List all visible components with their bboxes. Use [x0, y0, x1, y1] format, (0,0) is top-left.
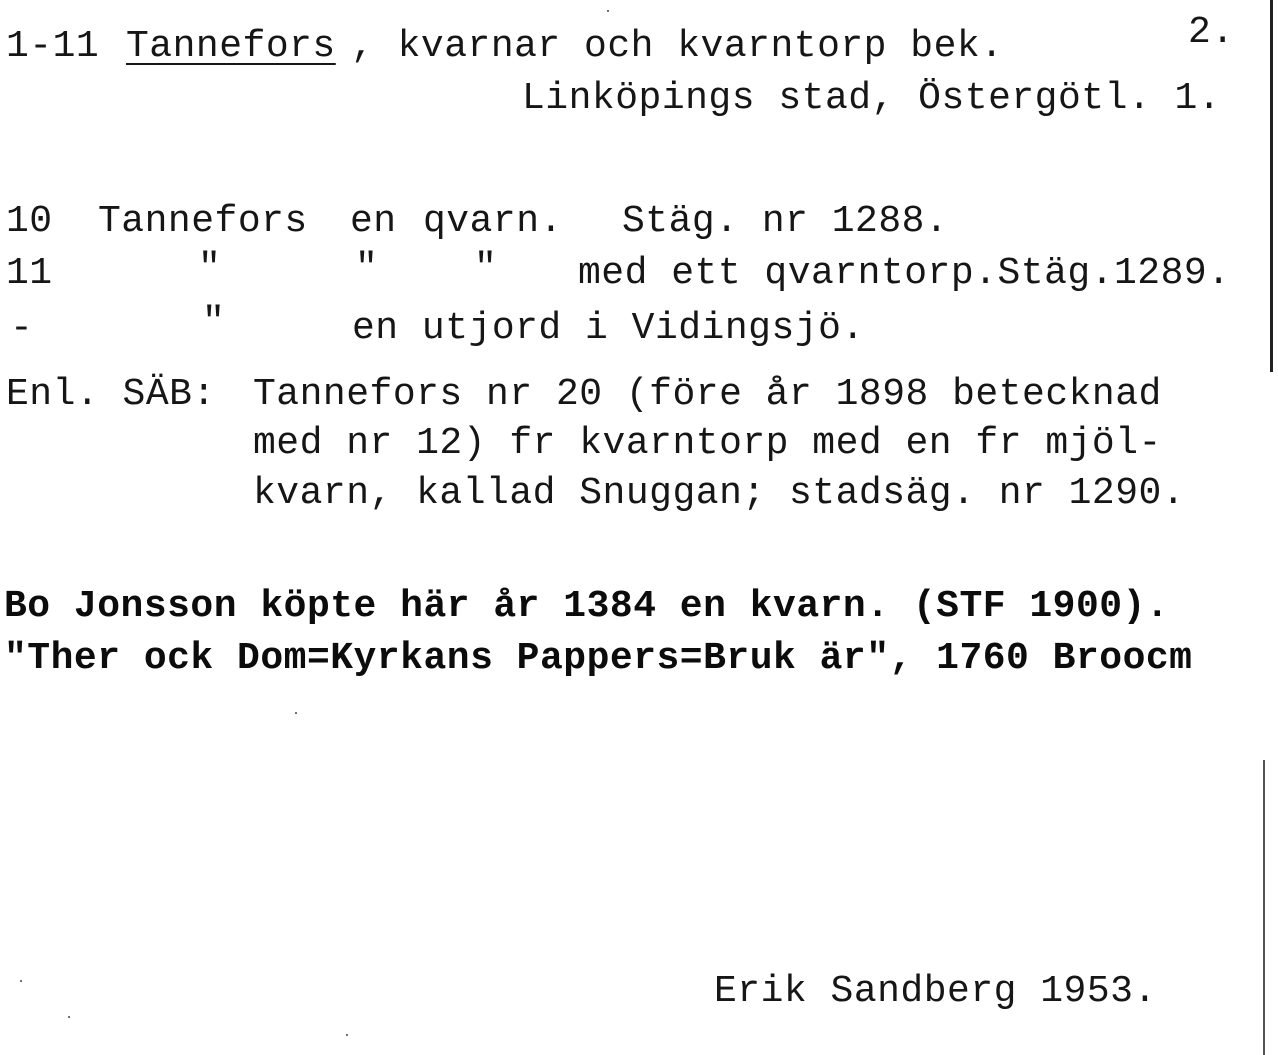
entry-text: med ett qvarntorp.Stäg.1289.	[578, 252, 1231, 295]
sab-line: med nr 12) fr kvarntorp med en fr mjöl-	[253, 422, 1162, 465]
ditto-mark: "	[474, 247, 498, 290]
scan-speck	[607, 10, 609, 12]
entry-place: Tannefors	[98, 200, 308, 243]
entry-number: -	[10, 307, 34, 350]
entry-article: en	[350, 200, 397, 243]
entry-reference: Stäg. nr 1288.	[622, 200, 949, 243]
ditto-mark: "	[198, 247, 222, 290]
header-place: Tannefors	[126, 25, 336, 68]
note-line: Bo Jonsson köpte här år 1384 en kvarn. (STF 1900).	[4, 585, 1170, 628]
note-line: "Ther ock Dom=Kyrkans Pappers=Bruk är", 1760 Broocm	[4, 637, 1193, 680]
scan-speck	[295, 712, 297, 714]
scan-speck	[346, 1034, 348, 1036]
entry-number: 11	[6, 252, 53, 295]
header-location: Linköpings stad, Östergötl. 1.	[522, 77, 1222, 120]
header-description: , kvarnar och kvarntorp bek.	[351, 25, 1004, 68]
entry-number: 10	[6, 200, 53, 243]
ditto-mark: "	[355, 247, 379, 290]
scan-speck	[68, 1016, 70, 1018]
entry-object: qvarn.	[423, 200, 563, 243]
page-number: 2.	[1188, 11, 1235, 54]
sab-line: kvarn, kallad Snuggan; stadsäg. nr 1290.	[253, 472, 1186, 515]
header-range: 1-11	[6, 25, 100, 68]
ditto-mark: "	[202, 301, 226, 344]
card-edge-upper	[1270, 0, 1273, 372]
sab-line: Tannefors nr 20 (före år 1898 betecknad	[253, 373, 1162, 416]
card-edge-lower	[1263, 760, 1265, 1055]
sab-label: Enl. SÄB:	[6, 373, 216, 416]
signature: Erik Sandberg 1953.	[714, 970, 1157, 1013]
scan-speck	[20, 980, 22, 982]
entry-text: en utjord i Vidingsjö.	[352, 307, 865, 350]
